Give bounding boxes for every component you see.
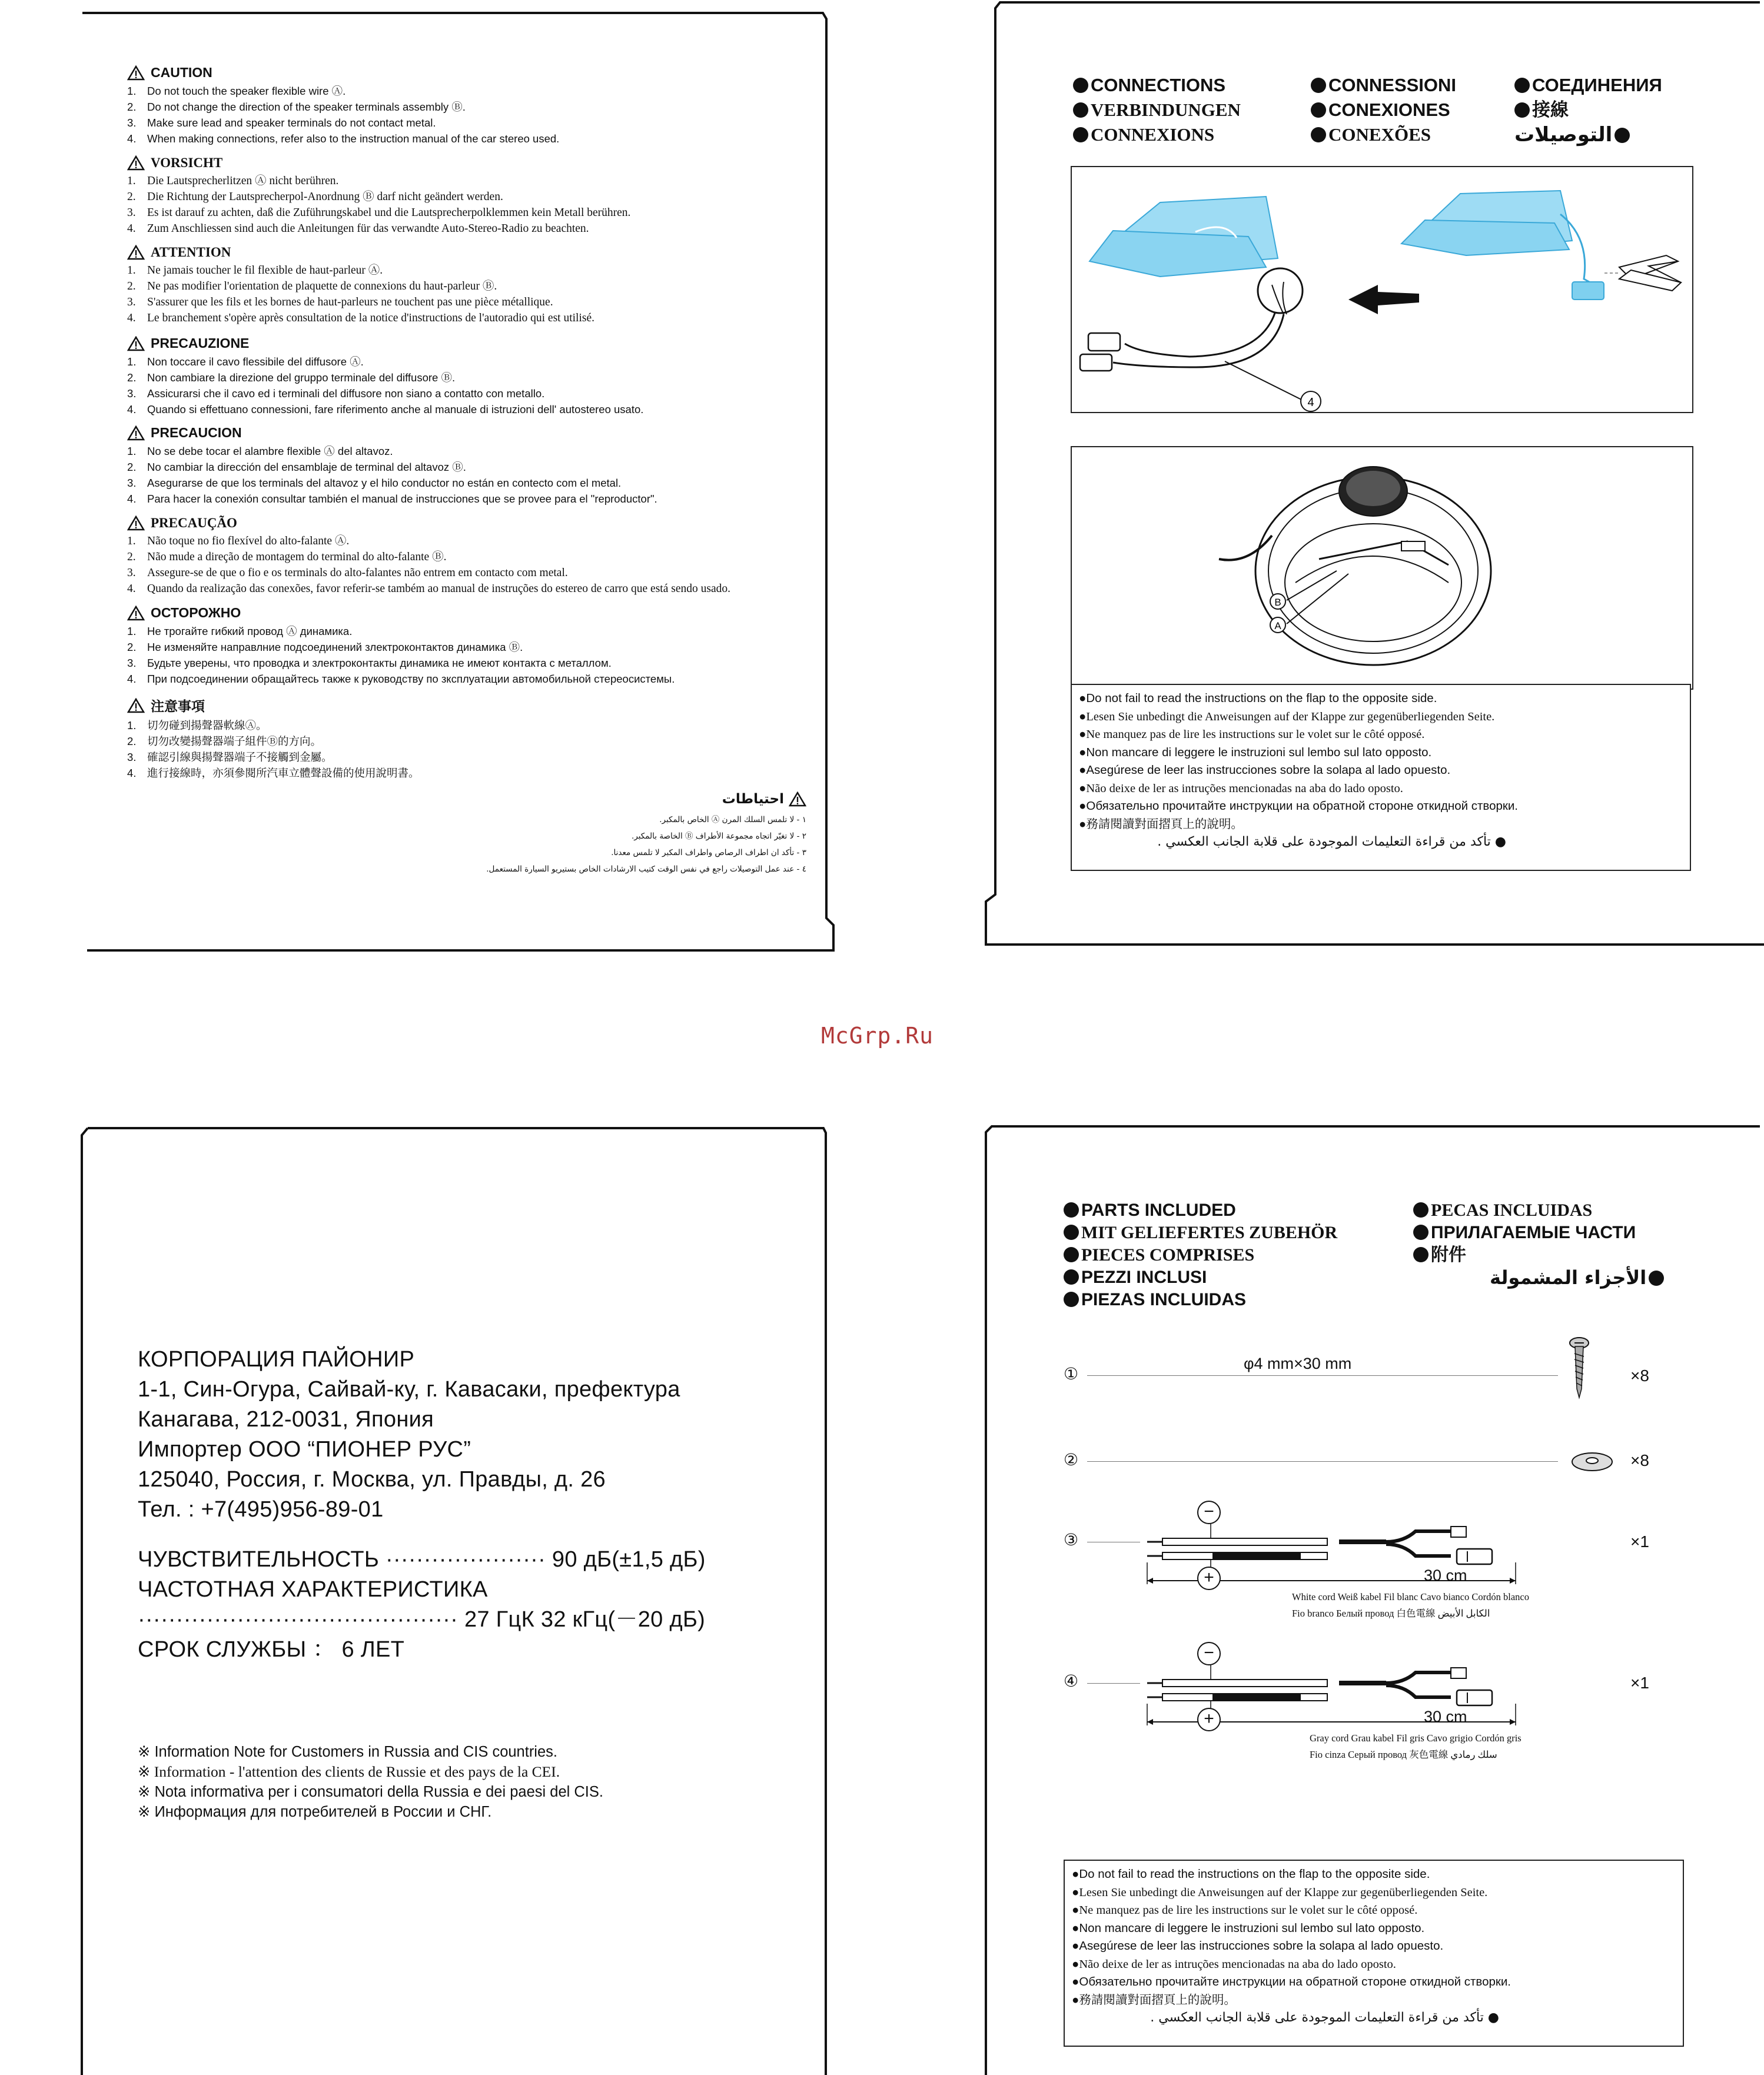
caution-item	[127, 221, 804, 237]
watermark: McGrp.Ru	[821, 1023, 934, 1049]
info-line: ※ Информация для потребителей в России и СНГ.	[138, 1804, 492, 1820]
caution-item	[127, 262, 804, 278]
caution-item-number: 2.	[127, 461, 137, 473]
caution-item	[127, 733, 804, 749]
part-leader-line	[1087, 1375, 1558, 1376]
info-line: ※ Information Note for Customers in Russia and CIS countries.	[138, 1744, 557, 1760]
caution-item-number: 2.	[127, 641, 137, 653]
cord-caption: Fio cinza Серый провод 灰色電線 سلك رمادي	[1310, 1749, 1497, 1760]
caution-item-number: 3.	[127, 296, 136, 308]
caution-item-number: 3.	[127, 751, 137, 763]
caution-item-number: 2.	[127, 551, 136, 563]
caution-item	[127, 671, 804, 687]
caution-item-number: 4.	[127, 493, 137, 505]
part-number: ③	[1064, 1530, 1079, 1549]
heading-verbindungen: VERBINDUNGEN	[1091, 99, 1241, 120]
bullet-icon	[1413, 1225, 1429, 1240]
caution-item	[127, 370, 804, 385]
note-line: ●Non mancare di leggere le instruzioni sul lembo sul lato opposto.	[1079, 745, 1432, 759]
warning-icon	[127, 516, 145, 531]
part-leader-line	[1087, 1461, 1558, 1462]
ru-line: 125040, Россия, г. Москва, ул. Правды, д. 26	[138, 1467, 606, 1492]
caution-item-text: Не трогайте гибкий провод Ⓐ динамика.	[147, 625, 353, 637]
caution-item-number: 4.	[127, 222, 136, 235]
bullet-icon	[1614, 128, 1630, 143]
caution-panel	[82, 12, 836, 962]
heading-col1	[1073, 73, 1241, 147]
caution-item	[127, 623, 804, 639]
part-qty: ×1	[1630, 1674, 1649, 1692]
info-line: ※ Nota informativa per i consumatori della Russia e dei paesi del CIS.	[138, 1784, 603, 1800]
caution-item	[127, 205, 804, 221]
caution-item-number: 1.	[127, 264, 136, 277]
note-line: ●Non mancare di leggere le instruzioni sul lembo sul lato opposto.	[1072, 1921, 1425, 1935]
heading-pecas-incluidas: PECAS INCLUIDAS	[1431, 1201, 1593, 1220]
heading-arabic: التوصيلات	[1514, 123, 1613, 147]
warning-icon	[127, 245, 145, 260]
note-line: ●Ne manquez pas de lire les instructions sur le volet sur le côté opposé.	[1072, 1904, 1418, 1917]
caution-item-number: 3.	[127, 567, 136, 579]
bullet-icon	[1064, 1225, 1079, 1240]
screw-icon	[1567, 1336, 1591, 1401]
label-a: A	[1274, 620, 1281, 631]
heading-pezzi-inclusi: PEZZI INCLUSI	[1081, 1268, 1207, 1287]
caution-heading	[127, 245, 804, 260]
caution-item-number: 4.	[127, 583, 136, 595]
callout-4: 4	[1307, 396, 1314, 409]
heading-connections: CONNECTIONS	[1091, 75, 1226, 95]
warning-icon	[789, 792, 806, 807]
bullet-icon	[1514, 78, 1530, 93]
caution-item-number: 3.	[127, 657, 137, 669]
note-line: ●Não deixe de ler as intruções mencionadas na aba do lado oposto.	[1072, 1957, 1396, 1971]
part-number: ④	[1064, 1671, 1079, 1691]
ru-line: Импортер ООО “ПИОНЕР РУС”	[138, 1437, 471, 1462]
cord-caption: Gray cord Grau kabel Fil gris Cavo grigio Cordón gris	[1310, 1733, 1522, 1744]
caution-item-number: 4.	[127, 132, 137, 145]
wire-disconnect-illustration	[1072, 167, 1692, 412]
bullet-icon	[1064, 1269, 1079, 1285]
caution-item	[127, 581, 804, 597]
caution-item-number: 1.	[127, 445, 137, 457]
label-b: B	[1274, 597, 1281, 608]
caution-item-text: Zum Anschliessen sind auch die Anleitungen für das verwandte Auto-Stereo-Radio zu beachten.	[147, 222, 589, 235]
bullet-icon	[1311, 78, 1326, 93]
caution-item	[127, 99, 804, 115]
caution-item-text: 進行接線時，亦須參閱所汽車立體聲設備的使用說明書。	[147, 767, 420, 779]
caution-item-number: 4.	[127, 767, 137, 779]
caution-item	[127, 401, 804, 417]
caution-title: PRECAUÇÃO	[151, 516, 237, 530]
caution-heading	[127, 605, 804, 621]
caution-item	[127, 354, 804, 370]
connection-diagram	[1071, 166, 1693, 413]
caution-title: PRECAUZIONE	[151, 335, 250, 351]
part-qty: ×8	[1630, 1451, 1649, 1469]
arabic-item: ١ - لا تلمس السلك المرن Ⓐ الخاص بالمكبر.	[659, 815, 806, 824]
heading-jiexian: 接線	[1532, 99, 1569, 120]
bullet-icon	[1073, 127, 1088, 142]
heading-conexoes: CONEXÕES	[1328, 124, 1431, 145]
caution-item	[127, 83, 804, 99]
washer-icon	[1569, 1449, 1616, 1472]
caution-title: CAUTION	[151, 65, 212, 80]
info-line: ※ Information - l'attention des clients de Russie et des pays de la CEI.	[138, 1763, 560, 1780]
caution-item-number: 1.	[127, 175, 136, 187]
bullet-icon	[1064, 1247, 1079, 1262]
arabic-caution-title: احتياطات	[722, 792, 784, 807]
caution-item	[127, 749, 804, 765]
note-line-arabic: ● تأكد من قراءة التعليمات الموجودة على قلابة الجانب العكسي .	[1150, 2010, 1499, 2025]
bullet-icon	[1064, 1292, 1079, 1307]
note-line: ●Do not fail to read the instructions on the flap to the opposite side.	[1072, 1867, 1430, 1881]
caution-item-text: Não toque no fio flexível do alto-falante Ⓐ.	[147, 535, 350, 547]
caution-item-text: 切勿改變揚聲器端子組件Ⓑ的方向。	[147, 735, 322, 747]
heading-pieces-comprises: PIECES COMPRISES	[1081, 1245, 1255, 1265]
heading-prilagaemye: ПРИЛАГАЕМЫЕ ЧАСТИ	[1431, 1223, 1636, 1242]
bullet-icon	[1649, 1271, 1664, 1286]
caution-item-text: Non toccare il cavo flessibile del diffusore Ⓐ.	[147, 355, 364, 368]
heading-connexions: CONNEXIONS	[1091, 124, 1215, 145]
caution-item-text: Make sure lead and speaker terminals do not contact metal.	[147, 117, 436, 129]
note-line: ●Lesen Sie unbedingt die Anweisungen auf der Klappe zur gegenüberliegenden Seite.	[1072, 1886, 1488, 1899]
caution-item-number: 2.	[127, 191, 136, 203]
minus-icon: −	[1197, 1501, 1221, 1524]
caution-section	[127, 335, 804, 417]
caution-item-number: 2.	[127, 101, 137, 113]
note-line: ●Asegúrese de leer las instrucciones sobre la solapa al lado opuesto.	[1072, 1939, 1444, 1953]
heading-conexiones: CONEXIONES	[1328, 99, 1450, 120]
heading-connessioni: CONNESSIONI	[1328, 75, 1457, 95]
flap-note-box	[1064, 1860, 1684, 2047]
russian-info-panel	[79, 1127, 839, 2075]
caution-item-text: Asegurarse de que los terminals del altavoz y el hilo conductor no están en contecto com el metal.	[147, 477, 622, 489]
caution-item	[127, 443, 804, 459]
heading-mit-geliefertes: MIT GELIEFERTES ZUBEHÖR	[1081, 1223, 1338, 1242]
warning-icon	[127, 425, 145, 441]
part-leader-line	[1087, 1683, 1140, 1684]
note-line: ●務請閱讀對面摺頁上的說明。	[1072, 1993, 1236, 2007]
caution-section	[127, 516, 804, 597]
heading-col3	[1514, 73, 1662, 147]
caution-item	[127, 173, 804, 189]
caution-item	[127, 565, 804, 581]
screw-spec: φ4 mm×30 mm	[1244, 1355, 1352, 1372]
caution-item	[127, 115, 804, 131]
caution-item-number: 3.	[127, 477, 137, 489]
caution-item-number: 4.	[127, 403, 137, 415]
caution-item	[127, 189, 804, 205]
caution-item-text: Не изменяйте направлние подсоединений злектроконтактов динамика Ⓑ.	[147, 641, 523, 653]
caution-item-number: 3.	[127, 387, 137, 400]
caution-item-text: Para hacer la conexión consultar también el manual de instrucciones que se provee para el "reproductor".	[147, 493, 657, 505]
caution-item-number: 2.	[127, 735, 137, 747]
note-line: ●Asegúrese de leer las instrucciones sobre la solapa al lado opuesto.	[1079, 763, 1451, 777]
caution-item-text: При подсоединении обращайтесь также к руководству по зксплуатации автомобильной стереосистемы.	[147, 673, 675, 685]
caution-title: ATTENTION	[151, 245, 231, 260]
minus-icon: −	[1197, 1642, 1221, 1665]
flap-note-box	[1071, 684, 1691, 871]
caution-section	[127, 155, 804, 237]
caution-item	[127, 533, 804, 549]
importer-block	[138, 1345, 680, 1525]
caution-item	[127, 459, 804, 475]
heading-arabic-parts: الأجزاء المشمولة	[1490, 1266, 1647, 1289]
note-line: ●Обязательно прочитайте инструкции на обратной стороне откидной створки.	[1072, 1975, 1511, 1988]
part-number: ①	[1064, 1364, 1079, 1384]
caution-heading	[127, 65, 804, 81]
caution-item	[127, 131, 804, 147]
note-line: ●Do not fail to read the instructions on the flap to the opposite side.	[1079, 691, 1437, 705]
caution-item-text: Não mude a direção de montagem do terminal do alto-falante Ⓑ.	[147, 551, 447, 563]
bullet-icon	[1073, 102, 1088, 118]
caution-heading	[127, 155, 804, 171]
arabic-item: ٤ - عند عمل التوصيلات راجع في نفس الوقت كتيب الارشادات الخاص بستيريو السيارة المستعمل.	[486, 864, 806, 874]
note-line: ●Ne manquez pas de lire les instructions sur le volet sur le côté opposé.	[1079, 728, 1425, 741]
caution-item-text: No cambiar la dirección del ensamblaje de terminal del altavoz Ⓑ.	[147, 461, 466, 473]
caution-section	[127, 425, 804, 507]
note-line: ●Lesen Sie unbedingt die Anweisungen auf der Klappe zur gegenüberliegenden Seite.	[1079, 710, 1495, 723]
caution-item	[127, 310, 804, 326]
plus-icon: +	[1197, 1708, 1221, 1731]
heading-parts-included: PARTS INCLUDED	[1081, 1201, 1236, 1220]
bullet-icon	[1311, 127, 1326, 142]
warning-icon	[127, 606, 145, 621]
caution-title: ОСТОРОЖНО	[151, 605, 241, 620]
caution-item-text: S'assurer que les fils et les bornes de haut-parleurs ne touchent pas une pièce métallique.	[147, 296, 553, 308]
speaker-diagram	[1071, 446, 1693, 690]
cord-length: 30 cm	[1424, 1708, 1467, 1725]
caution-title: PRECAUCION	[151, 425, 242, 440]
caution-item-number: 4.	[127, 312, 136, 324]
caution-item	[127, 475, 804, 491]
caution-item-number: 3.	[127, 117, 137, 129]
caution-item	[127, 765, 804, 781]
caution-item-number: 1.	[127, 85, 137, 97]
caution-item-text: Будьте уверены, что проводка и злектроконтакты динамика не имеют контакта с металлом.	[147, 657, 612, 669]
bullet-icon	[1413, 1202, 1429, 1218]
heading-piezas-incluidas: PIEZAS INCLUIDAS	[1081, 1290, 1247, 1309]
part-qty: ×8	[1630, 1366, 1649, 1385]
arabic-item: ٣ - تأكد ان اطراف الرصاص واطراف المكبر لا تلمس معدنا.	[611, 848, 806, 857]
spec-line: ЧУВСТВИТЕЛЬНОСТЬ ····················· 90 дБ(±1,5 дБ)	[138, 1547, 706, 1572]
caution-item-text: Quando da realização das conexões, favor referir-se também ao manual de instruções do estereo de carro que está sendo usado.	[147, 583, 730, 595]
note-line: ●Обязательно прочитайте инструкции на обратной стороне откидной створки.	[1079, 799, 1519, 813]
ru-line: КОРПОРАЦИЯ ПАЙОНИР	[138, 1347, 415, 1372]
caution-section	[127, 65, 804, 147]
arabic-caution	[400, 792, 806, 877]
warning-icon	[127, 698, 145, 713]
caution-item-number: 1.	[127, 355, 137, 368]
caution-item-text: Die Lautsprecherlitzen Ⓐ nicht berühren.	[147, 175, 339, 187]
caution-item-number: 1.	[127, 625, 137, 637]
caution-item-number: 4.	[127, 673, 137, 685]
note-line-arabic: ● تأكد من قراءة التعليمات الموجودة على قلابة الجانب العكسي .	[1157, 834, 1506, 849]
caution-item	[127, 294, 804, 310]
caution-item-number: 2.	[127, 280, 136, 292]
caution-item-number: 1.	[127, 535, 136, 547]
ru-line: Канагава, 212-0031, Япония	[138, 1407, 434, 1432]
caution-item	[127, 385, 804, 401]
heading-col2	[1311, 73, 1456, 147]
caution-heading	[127, 516, 804, 531]
bullet-icon	[1311, 102, 1326, 118]
caution-item-text: Non cambiare la direzione del gruppo terminale del diffusore Ⓑ.	[147, 371, 456, 384]
connections-panel	[945, 0, 1764, 953]
warning-icon	[127, 155, 145, 171]
spec-line: ЧАСТОТНАЯ ХАРАКТЕРИСТИКА	[138, 1577, 488, 1602]
caution-item-text: Ne jamais toucher le fil flexible de haut-parleur Ⓐ.	[147, 264, 383, 277]
caution-item	[127, 491, 804, 507]
caution-section	[127, 605, 804, 687]
spec-line: СРОК СЛУЖБЫ ： 6 ЛЕТ	[138, 1637, 405, 1662]
caution-section	[127, 245, 804, 326]
caution-item	[127, 549, 804, 565]
spec-line: ·········································· 27 ГцК 32 кГц(－20 дБ)	[138, 1607, 706, 1632]
cord-caption: White cord Weiß kabel Fil blanc Cavo bianco Cordón blanco	[1292, 1591, 1529, 1602]
bullet-icon	[1514, 102, 1530, 118]
caution-item-text: Do not touch the speaker flexible wire Ⓐ.	[147, 85, 346, 97]
parts-headings-right	[1413, 1199, 1666, 1289]
heading-soedineniya: СОЕДИНЕНИЯ	[1532, 75, 1662, 95]
caution-item-text: Assegure-se de que o fio e os terminals do alto-falantes não entrem em contacto com metal.	[147, 567, 568, 579]
ru-line: 1-1, Син-Огура, Сайвай-ку, г. Кавасаки, префектура	[138, 1377, 680, 1402]
caution-item-text: Es ist darauf zu achten, daß die Zuführungskabel und die Lautsprecherpolklemmen kein Metall berühren.	[147, 207, 631, 219]
part-qty: ×1	[1630, 1532, 1649, 1551]
cord-length: 30 cm	[1424, 1567, 1467, 1584]
caution-item-text: Assicurarsi che il cavo ed i terminali del diffusore non siano a contatto con metallo.	[147, 387, 545, 400]
caution-item-text: Do not change the direction of the speaker terminals assembly Ⓑ.	[147, 101, 466, 113]
caution-item-text: 確認引線與揚聲器端子不接觸到金屬。	[147, 751, 333, 763]
bullet-icon	[1073, 78, 1088, 93]
caution-item	[127, 278, 804, 294]
caution-item-number: 2.	[127, 371, 137, 384]
parts-headings-left	[1064, 1199, 1337, 1311]
caution-item-number: 1.	[127, 719, 137, 731]
caution-item	[127, 639, 804, 655]
note-line: ●務請閱讀對面摺頁上的說明。	[1079, 817, 1243, 831]
caution-heading	[127, 696, 804, 715]
caution-item-number: 3.	[127, 207, 136, 219]
caution-item-text: Ne pas modifier l'orientation de plaquette de connexions du haut-parleur Ⓑ.	[147, 280, 497, 292]
caution-item-text: Le branchement s'opère après consultation de la notice d'instructions de l'autoradio qui est utilisé.	[147, 312, 594, 324]
caution-item-text: When making connections, refer also to the instruction manual of the car stereo used.	[147, 132, 560, 145]
caution-item-text: No se debe tocar el alambre flexible Ⓐ del altavoz.	[147, 445, 393, 457]
bullet-icon	[1064, 1202, 1079, 1218]
ru-line: Тел. : +7(495)956-89-01	[138, 1497, 384, 1522]
caution-title: VORSICHT	[151, 155, 223, 170]
warning-icon	[127, 336, 145, 351]
caution-item	[127, 655, 804, 671]
part-number: ②	[1064, 1450, 1079, 1469]
bullet-icon	[1413, 1247, 1429, 1262]
plus-icon: +	[1197, 1567, 1221, 1590]
heading-fujian: 附件	[1431, 1245, 1466, 1265]
cord-caption: Fio branco Белый провод 白色電線 الكابل الأبيض	[1292, 1608, 1490, 1619]
note-line: ●Não deixe de ler as intruções mencionadas na aba do lado oposto.	[1079, 782, 1403, 795]
caution-section	[127, 696, 804, 781]
caution-item-text: Quando si effettuano connessioni, fare riferimento anche al manuale di istruzioni dell' autostereo usato.	[147, 403, 644, 415]
caution-title: 注意事項	[151, 699, 205, 714]
warning-icon	[127, 65, 145, 81]
caution-heading	[127, 335, 804, 351]
specs-block	[138, 1545, 706, 1665]
caution-heading	[127, 425, 804, 441]
cis-info-block	[138, 1742, 603, 1822]
speaker-illustration	[1072, 447, 1692, 689]
arabic-item: ٢ - لا تغيّر اتجاه مجموعة الأطراف Ⓑ الخاصة بالمكبر.	[631, 832, 806, 841]
caution-item-text: Die Richtung der Lautsprecherpol-Anordnung Ⓑ darf nicht geändert werden.	[147, 191, 503, 203]
parts-panel	[945, 1124, 1764, 2075]
caution-item-text: 切勿碰到揚聲器軟線Ⓐ。	[147, 719, 267, 731]
caution-item	[127, 717, 804, 733]
